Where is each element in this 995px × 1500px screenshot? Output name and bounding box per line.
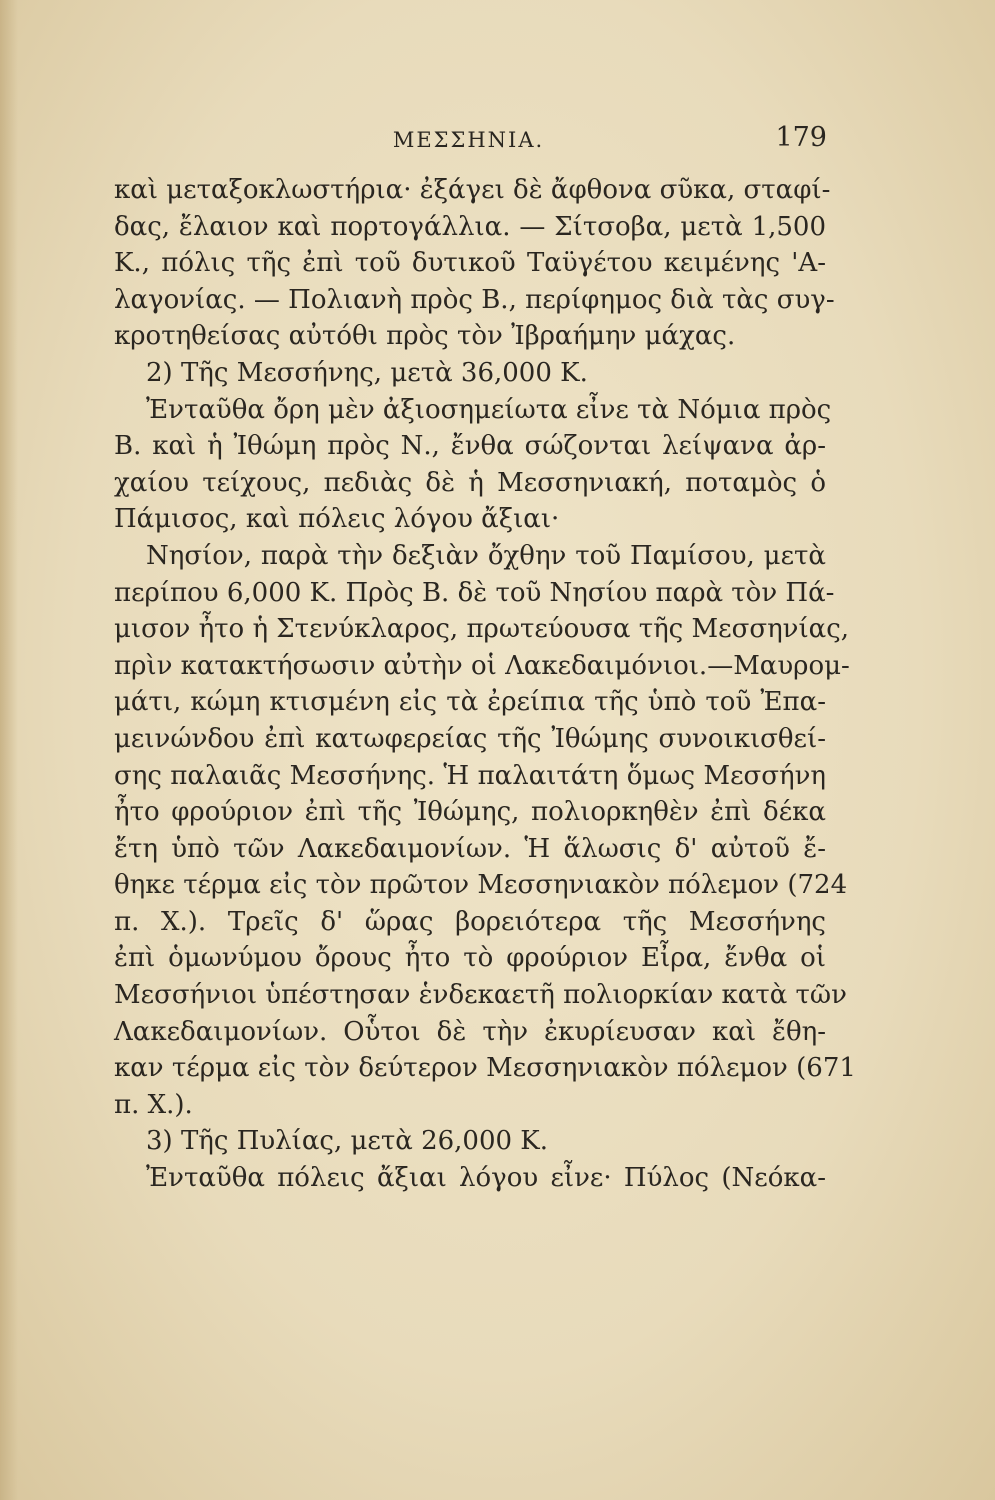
text-line: Β. καὶ ἡ Ἰθώμη πρὸς Ν., ἔνθα σώζονται λείψανα ἀρ- — [114, 431, 826, 462]
text-line: περίπου 6,000 Κ. Πρὸς Β. δὲ τοῦ Νησίου παρὰ τὸν Πά- — [114, 577, 835, 608]
text-line: Νησίον, παρὰ τὴν δεξιὰν ὄχθην τοῦ Παμίσου, μετὰ — [146, 540, 826, 571]
text-line: δας, ἔλαιον καὶ πορτογάλλια. — Σίτσοβα, μετὰ 1,500 — [114, 211, 826, 242]
text-line: 2) Τῆς Μεσσήνης, μετὰ 36,000 Κ. — [146, 357, 588, 388]
text-line: ἐπὶ ὁμωνύμου ὄρους ἦτο τὸ φρούριον Εἶρα, ἔνθα οἱ — [114, 943, 826, 974]
text-line: π. Χ.). — [114, 1089, 193, 1120]
text-line: μάτι, κώμη κτισμένη εἰς τὰ ἐρείπια τῆς ὑπὸ τοῦ Ἐπα- — [114, 687, 826, 718]
text-line: χαίου τείχους, πεδιὰς δὲ ἡ Μεσσηνιακή, ποταμὸς ὁ — [114, 467, 826, 498]
page-header — [110, 122, 827, 152]
running-title: ΜΕΣΣΗΝΙΑ. — [392, 128, 545, 152]
text-line: Ἐνταῦθα πόλεις ἄξιαι λόγου εἶνε· Πύλος (Νεόκα- — [146, 1163, 826, 1194]
text-line: Κ., πόλις τῆς ἐπὶ τοῦ δυτικοῦ Ταϋγέτου κειμένης 'Α- — [114, 248, 826, 279]
text-line: μισον ἦτο ἡ Στενύκλαρος, πρωτεύουσα τῆς Μεσσηνίας, — [114, 614, 850, 645]
text-line: μεινώνδου ἐπὶ κατωφερείας τῆς Ἰθώμης συνοικισθεί- — [114, 723, 826, 754]
text-line: Πάμισος, καὶ πόλεις λόγου ἄξιαι· — [114, 504, 560, 535]
text-line: πρὶν κατακτήσωσιν αὐτὴν οἱ Λακεδαιμόνιοι.—Μαυρομ- — [114, 650, 850, 681]
text-line: σης παλαιᾶς Μεσσήνης. Ἡ παλαιτάτη ὅμως Μεσσήνη — [114, 760, 826, 791]
body-text — [114, 172, 856, 1197]
text-line: καν τέρμα εἰς τὸν δεύτερον Μεσσηνιακὸν πόλεμον (671 — [114, 1053, 856, 1084]
text-line: θηκε τέρμα εἰς τὸν πρῶτον Μεσσηνιακὸν πόλεμον (724 — [114, 870, 848, 901]
text-line: Ἐνταῦθα ὄρη μὲν ἀξιοσημείωτα εἶνε τὰ Νόμια πρὸς — [146, 394, 832, 425]
text-line: π. Χ.). Τρεῖς δ' ὥρας βορειότερα τῆς Μεσσήνης — [114, 906, 826, 937]
text-line: Μεσσήνιοι ὑπέστησαν ἑνδεκαετῆ πολιορκίαν κατὰ τῶν — [114, 980, 847, 1011]
text-line: ἔτη ὑπὸ τῶν Λακεδαιμονίων. Ἡ ἅλωσις δ' αὐτοῦ ἔ- — [114, 833, 826, 864]
text-line: ἦτο φρούριον ἐπὶ τῆς Ἰθώμης, πολιορκηθὲν ἐπὶ δέκα — [114, 797, 826, 828]
text-line: 3) Τῆς Πυλίας, μετὰ 26,000 Κ. — [146, 1126, 548, 1157]
text-line: Λακεδαιμονίων. Οὗτοι δὲ τὴν ἐκυρίευσαν καὶ ἔθη- — [114, 1016, 826, 1047]
text-line: κροτηθείσας αὐτόθι πρὸς τὸν Ἰβραήμην μάχας. — [114, 321, 736, 352]
text-line: καὶ μεταξοκλωστήρια· ἐξάγει δὲ ἄφθονα σῦκα, σταφί- — [114, 175, 831, 205]
text-line: λαγονίας. — Πολιανὴ πρὸς Β., περίφημος διὰ τὰς συγ- — [114, 284, 835, 315]
page-number: 179 — [775, 122, 827, 153]
